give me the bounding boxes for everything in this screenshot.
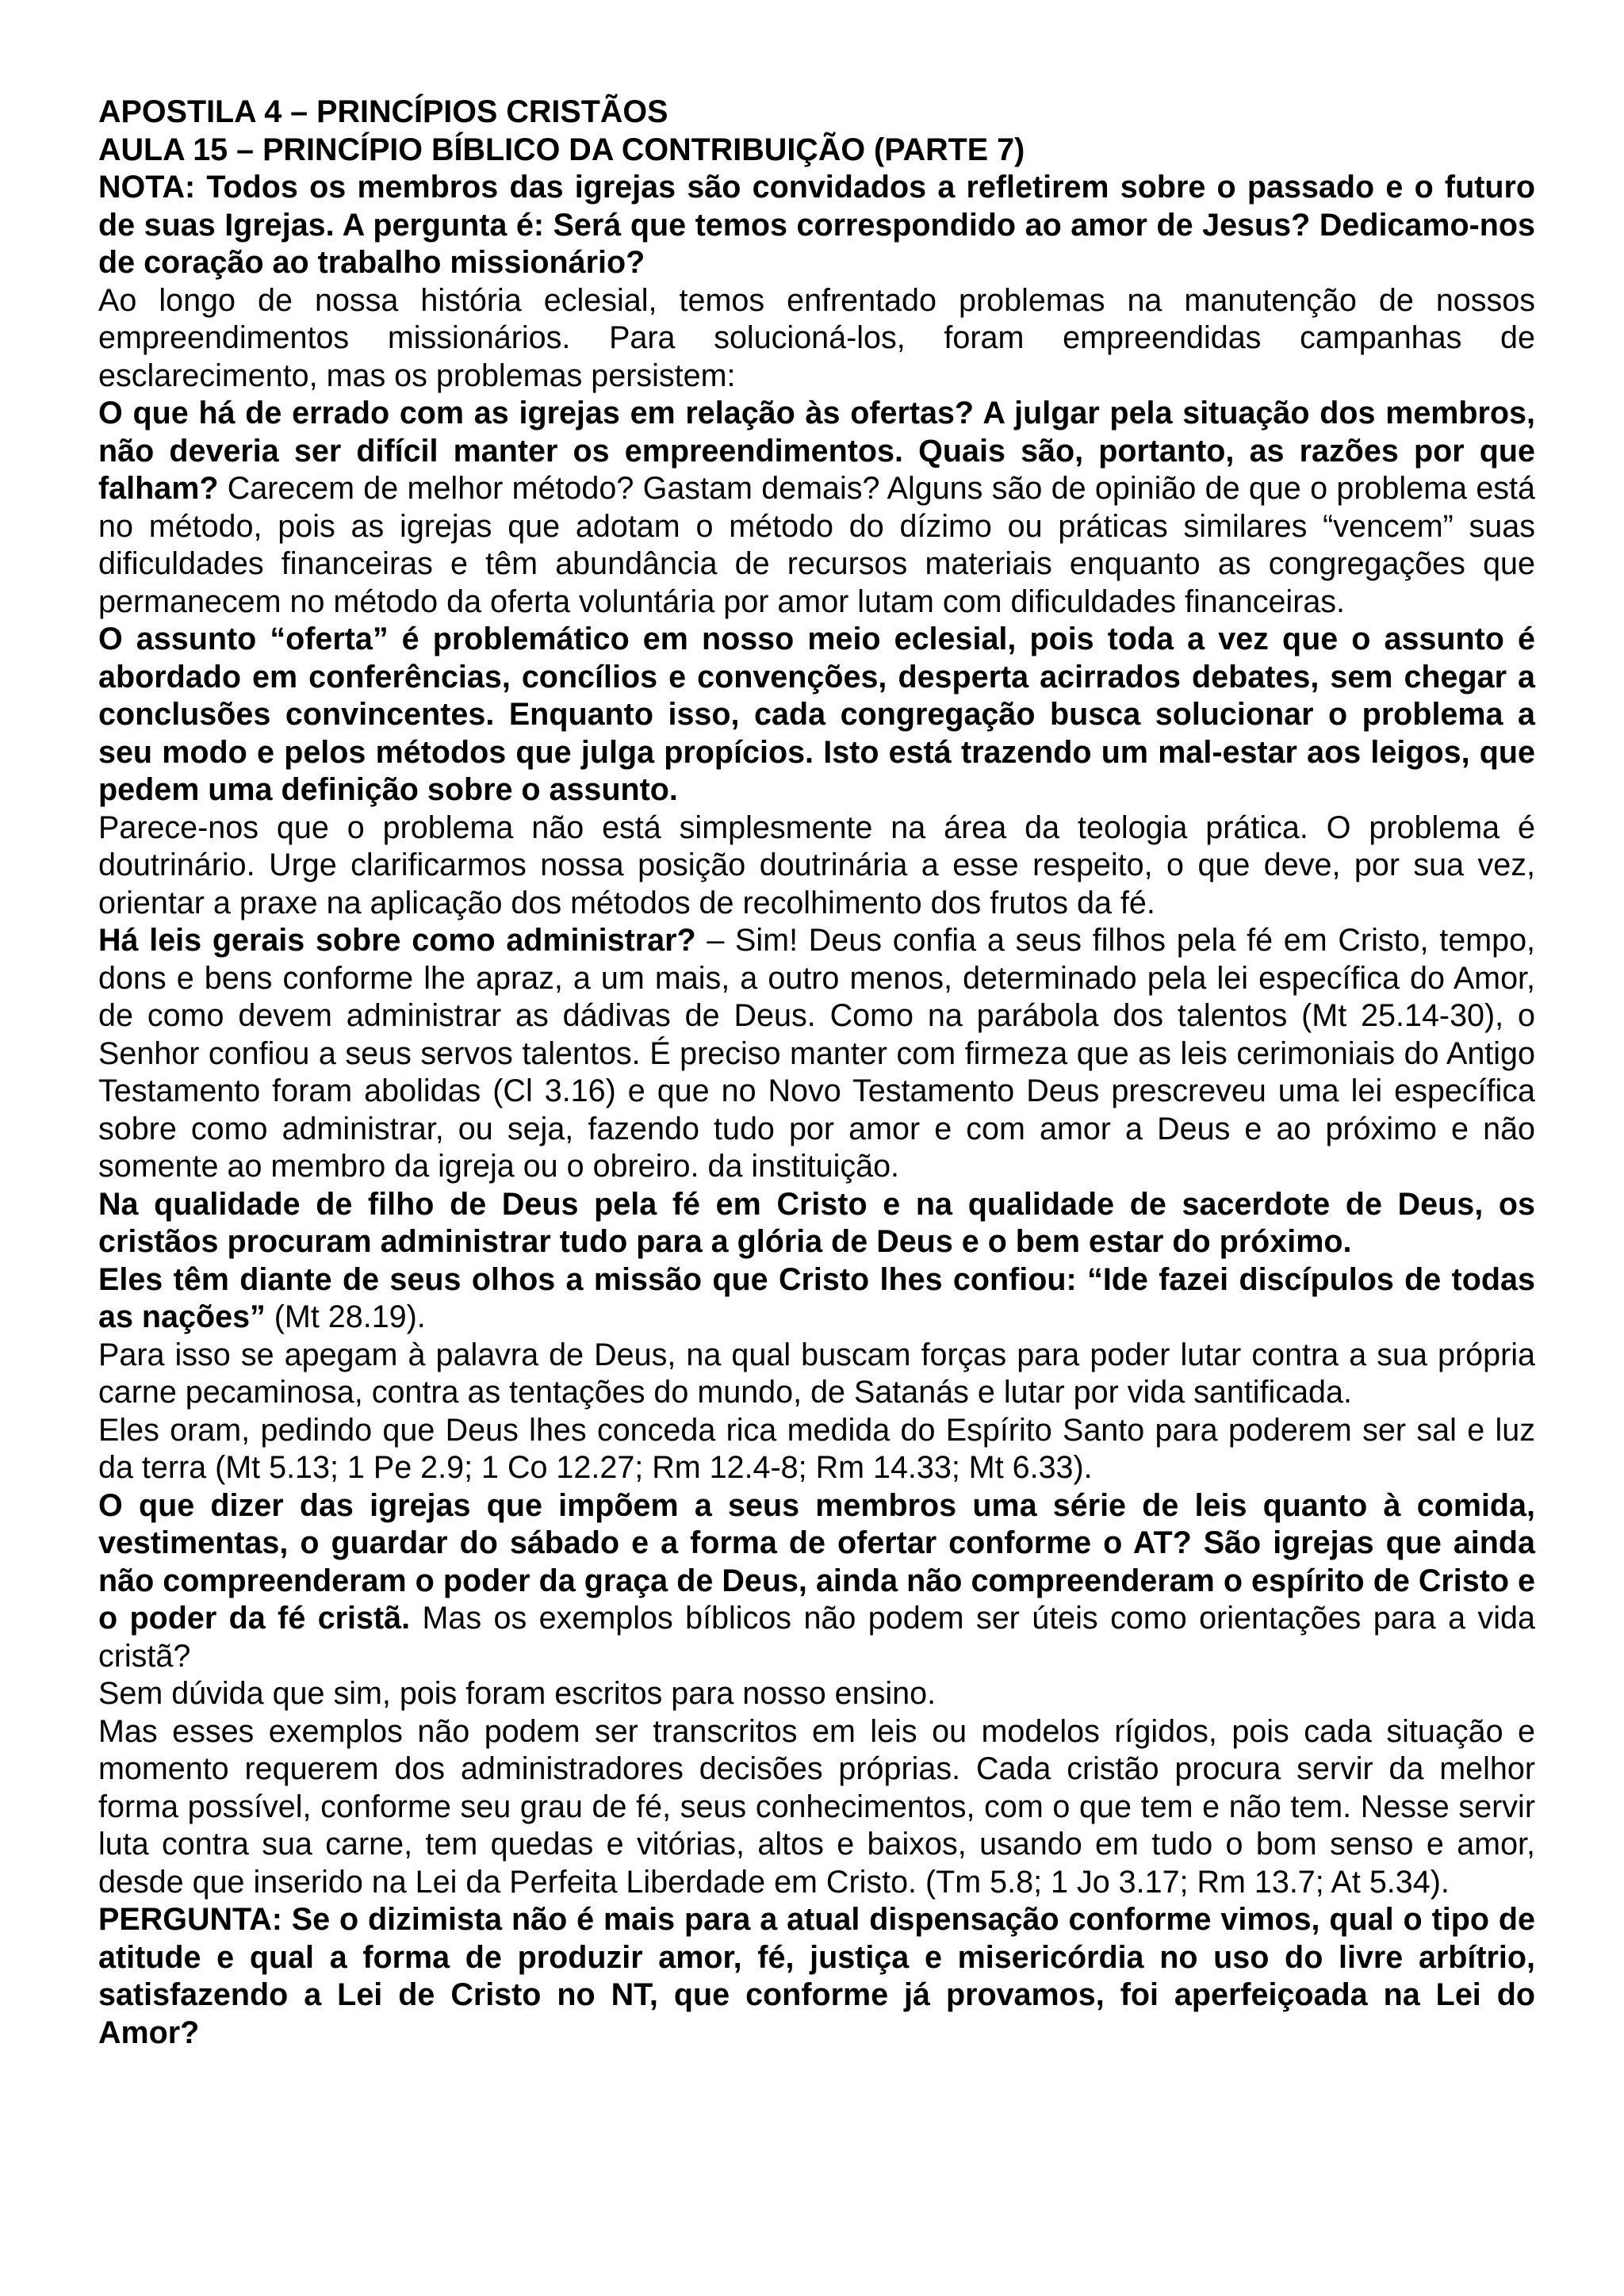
nota-paragraph: NOTA: Todos os membros das igrejas são convidados a refletirem sobre o passado e o futuro de suas Igrejas. A pergunta é: Será que temos correspondido ao amor de Jesus? Dedicamo-nos de coração ao trabalho missionário? <box>98 170 1535 280</box>
paragraph-8: Para isso se apegam à palavra de Deus, na qual buscam forças para poder lutar contra a sua própria carne pecaminosa, contra as tentações do mundo, de Satanás e lutar por vida santificada. <box>98 1337 1535 1410</box>
paragraph-3: O assunto “oferta” é problemático em nosso meio eclesial, pois toda a vez que o assunto é abordado em conferências, concílios e convenções, desperta acirrados debates, sem chegar a conclusões convincentes. Enquanto isso, cada congregação busca solucionar o problema a seu modo e pelos métodos que julga propícios. Isto está trazendo um mal-estar aos leigos, que pedem uma definição sobre o assunto. <box>98 622 1535 807</box>
paragraph-2 <box>98 395 1535 621</box>
paragraph-2-regular: Carecem de melhor método? Gastam demais? Alguns são de opinião de que o problema está no método, pois as igrejas que adotam o método do dízimo ou práticas similares “vencem” suas dificuldades financeiras e têm abundância de recursos materiais enquanto as congregações que permanecem no método da oferta voluntária por amor lutam com dificuldades financeiras. <box>98 471 1535 619</box>
title-line-2: AULA 15 – PRINCÍPIO BÍBLICO DA CONTRIBUIÇÃO (PARTE 7) <box>98 132 1025 167</box>
paragraph-7-bold: Eles têm diante de seus olhos a missão que Cristo lhes confiou: “Ide fazei discípulos de todas as nações” <box>98 1261 1535 1334</box>
paragraph-7 <box>98 1261 1535 1337</box>
paragraph-6: Na qualidade de filho de Deus pela fé em Cristo e na qualidade de sacerdote de Deus, os cristãos procuram administrar tudo para a glória de Deus e o bem estar do próximo. <box>98 1186 1535 1259</box>
title-line-1: APOSTILA 4 – PRINCÍPIOS CRISTÃOS <box>98 94 668 129</box>
paragraph-11: Sem dúvida que sim, pois foram escritos para nosso ensino. <box>98 1676 936 1711</box>
paragraph-10 <box>98 1487 1535 1676</box>
paragraph-10-bold: O que dizer das igrejas que impõem a seus membros uma série de leis quanto à comida, vestimentas, o guardar do sábado e a forma de ofertar conforme o AT? São igrejas que ainda não compreenderam o poder da graça de Deus, ainda não compreenderam o espírito de Cristo e o poder da fé cristã. <box>98 1487 1535 1636</box>
paragraph-1: Ao longo de nossa história eclesial, temos enfrentado problemas na manutenção de nossos empreendimentos missionários. Para solucioná-los, foram empreendidas campanhas de esclarecimento, mas os problemas persistem: <box>98 282 1535 393</box>
paragraph-5 <box>98 922 1535 1186</box>
paragraph-12: Mas esses exemplos não podem ser transcritos em leis ou modelos rígidos, pois cada situação e momento requerem dos administradores decisões próprias. Cada cristão procura servir da melhor forma possível, conforme seu grau de fé, seus conhecimentos, com o que tem e não tem. Nesse servir luta contra sua carne, tem quedas e vitórias, altos e baixos, usando em tudo o bom senso e amor, desde que inserido na Lei da Perfeita Liberdade em Cristo. (Tm 5.8; 1 Jo 3.17; Rm 13.7; At 5.34). <box>98 1713 1535 1900</box>
paragraph-5-bold: Há leis gerais sobre como administrar? <box>98 923 696 958</box>
pergunta-paragraph: PERGUNTA: Se o dizimista não é mais para a atual dispensação conforme vimos, qual o tipo de atitude e qual a forma de produzir amor, fé, justiça e misericórdia no uso do livre arbítrio, satisfazendo a Lei de Cristo no NT, que conforme já provamos, foi aperfeiçoada na Lei do Amor? <box>98 1902 1535 2050</box>
paragraph-5-regular: – Sim! Deus confia a seus filhos pela fé em Cristo, tempo, dons e bens conforme lhe apraz, a um mais, a outro menos, determinado pela lei específica do Amor, de como devem administrar as dádivas de Deus. Como na parábola dos talentos (Mt 25.14-30), o Senhor confiou a seus servos talentos. É preciso manter com firmeza que as leis cerimoniais do Antigo Testamento foram abolidas (Cl 3.16) e que no Novo Testamento Deus prescreveu uma lei específica sobre como administrar, ou seja, fazendo tudo por amor e com amor a Deus e ao próximo e não somente ao membro da igreja ou o obreiro. da instituição. <box>98 923 1536 1184</box>
paragraph-9: Eles oram, pedindo que Deus lhes conceda rica medida do Espírito Santo para poderem ser sal e luz da terra (Mt 5.13; 1 Pe 2.9; 1 Co 12.27; Rm 12.4-8; Rm 14.33; Mt 6.33). <box>98 1412 1535 1485</box>
document-page <box>98 94 1535 2052</box>
paragraph-7-regular: (Mt 28.19). <box>265 1299 426 1334</box>
paragraph-2-bold: O que há de errado com as igrejas em relação às ofertas? A julgar pela situação dos membros, não deveria ser difícil manter os empreendimentos. Quais são, portanto, as razões por que falham? <box>98 396 1535 506</box>
paragraph-10-regular: Mas os exemplos bíblicos não podem ser úteis como orientações para a vida cristã? <box>98 1601 1535 1674</box>
paragraph-4: Parece-nos que o problema não está simplesmente na área da teologia prática. O problema é doutrinário. Urge clarificarmos nossa posição doutrinária a esse respeito, o que deve, por sua vez, orientar a praxe na aplicação dos métodos de recolhimento dos frutos da fé. <box>98 809 1535 920</box>
